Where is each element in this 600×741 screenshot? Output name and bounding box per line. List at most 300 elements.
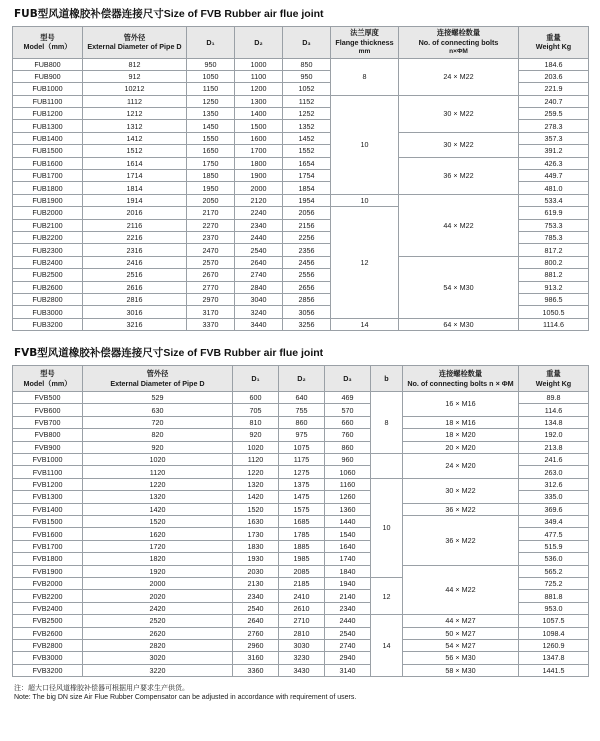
cell-d2: 3440 bbox=[235, 318, 283, 330]
cell-weight: 565.2 bbox=[519, 565, 589, 577]
fub-th-d1: D₁ bbox=[187, 27, 235, 59]
cell-d1: 1320 bbox=[233, 478, 279, 490]
cell-d1: 1050 bbox=[187, 70, 235, 82]
cell-d1: 705 bbox=[233, 404, 279, 416]
cell-d3: 2056 bbox=[283, 207, 331, 219]
cell-outer-diameter: 720 bbox=[83, 416, 233, 428]
cell-flange-thickness: 10 bbox=[331, 95, 399, 194]
cell-d1: 810 bbox=[233, 416, 279, 428]
cell-d2: 1800 bbox=[235, 157, 283, 169]
cell-d2: 1300 bbox=[235, 95, 283, 107]
table-row bbox=[13, 454, 589, 466]
cell-d2: 2120 bbox=[235, 194, 283, 206]
cell-flange-thickness: 10 bbox=[331, 194, 399, 206]
cell-d1: 1520 bbox=[233, 503, 279, 515]
cell-model: FVB1700 bbox=[13, 540, 83, 552]
cell-outer-diameter: 1920 bbox=[83, 565, 233, 577]
cell-d3: 2540 bbox=[325, 627, 371, 639]
cell-weight: 913.2 bbox=[519, 281, 589, 293]
fub-th-outer-diameter: 管外径 External Diameter of Pipe D bbox=[83, 27, 187, 59]
cell-weight: 619.9 bbox=[519, 207, 589, 219]
cell-d2: 1375 bbox=[279, 478, 325, 490]
cell-outer-diameter: 920 bbox=[83, 441, 233, 453]
cell-model: FUB1800 bbox=[13, 182, 83, 194]
cell-model: FUB1700 bbox=[13, 170, 83, 182]
cell-d1: 2570 bbox=[187, 256, 235, 268]
cell-outer-diameter: 1520 bbox=[83, 516, 233, 528]
fub-header-row bbox=[13, 27, 589, 59]
cell-bolts: 58 × M30 bbox=[403, 664, 519, 676]
cell-d1: 2970 bbox=[187, 293, 235, 305]
table-row bbox=[13, 565, 589, 577]
cell-outer-diameter: 912 bbox=[83, 70, 187, 82]
fvb-th-model: 型号 Model（mm） bbox=[13, 366, 83, 392]
cell-d2: 2540 bbox=[235, 244, 283, 256]
cell-model: FVB2200 bbox=[13, 590, 83, 602]
cell-bolts: 36 × M22 bbox=[399, 157, 519, 194]
table-row bbox=[13, 157, 589, 169]
cell-d2: 2240 bbox=[235, 207, 283, 219]
cell-weight: 263.0 bbox=[519, 466, 589, 478]
table-row bbox=[13, 652, 589, 664]
cell-outer-diameter: 2316 bbox=[83, 244, 187, 256]
cell-outer-diameter: 1212 bbox=[83, 108, 187, 120]
cell-d2: 2740 bbox=[235, 269, 283, 281]
cell-d3: 1252 bbox=[283, 108, 331, 120]
cell-d1: 1930 bbox=[233, 553, 279, 565]
fub-th-model: 型号 Model（mm） bbox=[13, 27, 83, 59]
cell-d2: 1200 bbox=[235, 83, 283, 95]
cell-d3: 2440 bbox=[325, 615, 371, 627]
cell-weight: 426.3 bbox=[519, 157, 589, 169]
cell-weight: 533.4 bbox=[519, 194, 589, 206]
cell-d3: 860 bbox=[325, 441, 371, 453]
cell-d2: 1900 bbox=[235, 170, 283, 182]
cell-weight: 1114.6 bbox=[519, 318, 589, 330]
cell-d1: 1630 bbox=[233, 516, 279, 528]
cell-weight: 241.6 bbox=[519, 454, 589, 466]
cell-d2: 860 bbox=[279, 416, 325, 428]
cell-outer-diameter: 1320 bbox=[83, 491, 233, 503]
cell-d2: 2000 bbox=[235, 182, 283, 194]
cell-b: 8 bbox=[371, 392, 403, 454]
cell-d2: 2610 bbox=[279, 602, 325, 614]
cell-d1: 2030 bbox=[233, 565, 279, 577]
cell-d1: 3160 bbox=[233, 652, 279, 664]
cell-outer-diameter: 2020 bbox=[83, 590, 233, 602]
cell-weight: 134.8 bbox=[519, 416, 589, 428]
fub-th-d2: D₂ bbox=[235, 27, 283, 59]
cell-model: FVB1000 bbox=[13, 454, 83, 466]
cell-model: FVB1300 bbox=[13, 491, 83, 503]
cell-weight: 259.5 bbox=[519, 108, 589, 120]
cell-outer-diameter: 1814 bbox=[83, 182, 187, 194]
cell-d1: 1350 bbox=[187, 108, 235, 120]
cell-d1: 950 bbox=[187, 58, 235, 70]
cell-d3: 950 bbox=[283, 70, 331, 82]
cell-bolts: 30 × M22 bbox=[399, 95, 519, 132]
cell-weight: 785.3 bbox=[519, 231, 589, 243]
cell-d2: 2185 bbox=[279, 577, 325, 589]
cell-model: FUB1000 bbox=[13, 83, 83, 95]
cell-d1: 2340 bbox=[233, 590, 279, 602]
cell-outer-diameter: 1914 bbox=[83, 194, 187, 206]
cell-d2: 2640 bbox=[235, 256, 283, 268]
cell-b bbox=[371, 454, 403, 479]
cell-model: FVB600 bbox=[13, 404, 83, 416]
cell-d3: 1854 bbox=[283, 182, 331, 194]
cell-d1: 1150 bbox=[187, 83, 235, 95]
cell-model: FVB1400 bbox=[13, 503, 83, 515]
cell-d1: 2370 bbox=[187, 231, 235, 243]
cell-weight: 881.8 bbox=[519, 590, 589, 602]
cell-d1: 2130 bbox=[233, 577, 279, 589]
cell-d2: 2810 bbox=[279, 627, 325, 639]
table-row bbox=[13, 132, 589, 144]
cell-outer-diameter: 1512 bbox=[83, 145, 187, 157]
fvb-th-d1: D₁ bbox=[233, 366, 279, 392]
cell-weight: 192.0 bbox=[519, 429, 589, 441]
cell-d3: 2556 bbox=[283, 269, 331, 281]
cell-d2: 1700 bbox=[235, 145, 283, 157]
cell-outer-diameter: 1120 bbox=[83, 466, 233, 478]
cell-outer-diameter: 2620 bbox=[83, 627, 233, 639]
cell-d2: 1475 bbox=[279, 491, 325, 503]
cell-d2: 1000 bbox=[235, 58, 283, 70]
cell-weight: 114.6 bbox=[519, 404, 589, 416]
footnote-cn: 注：超大口径风道橡胶补偿器可根据用户要求生产供货。 bbox=[14, 684, 189, 693]
cell-d1: 1730 bbox=[233, 528, 279, 540]
cell-d1: 3370 bbox=[187, 318, 235, 330]
cell-weight: 1441.5 bbox=[519, 664, 589, 676]
cell-d2: 1175 bbox=[279, 454, 325, 466]
cell-outer-diameter: 2616 bbox=[83, 281, 187, 293]
cell-model: FVB3000 bbox=[13, 652, 83, 664]
cell-model: FVB2400 bbox=[13, 602, 83, 614]
cell-model: FUB2500 bbox=[13, 269, 83, 281]
table-row bbox=[13, 416, 589, 428]
cell-d2: 1500 bbox=[235, 120, 283, 132]
table-row bbox=[13, 664, 589, 676]
cell-d1: 2640 bbox=[233, 615, 279, 627]
cell-d1: 1650 bbox=[187, 145, 235, 157]
cell-bolts: 44 × M27 bbox=[403, 615, 519, 627]
cell-bolts: 24 × M22 bbox=[399, 58, 519, 95]
cell-d2: 2710 bbox=[279, 615, 325, 627]
cell-outer-diameter: 1020 bbox=[83, 454, 233, 466]
cell-bolts: 64 × M30 bbox=[399, 318, 519, 330]
cell-model: FVB1200 bbox=[13, 478, 83, 490]
cell-d1: 600 bbox=[233, 392, 279, 404]
cell-outer-diameter: 1420 bbox=[83, 503, 233, 515]
cell-d2: 2410 bbox=[279, 590, 325, 602]
cell-weight: 1098.4 bbox=[519, 627, 589, 639]
cell-model: FVB1100 bbox=[13, 466, 83, 478]
cell-d3: 2656 bbox=[283, 281, 331, 293]
cell-weight: 1260.9 bbox=[519, 639, 589, 651]
cell-weight: 449.7 bbox=[519, 170, 589, 182]
cell-d2: 1075 bbox=[279, 441, 325, 453]
cell-model: FUB1200 bbox=[13, 108, 83, 120]
cell-d3: 1740 bbox=[325, 553, 371, 565]
cell-weight: 391.2 bbox=[519, 145, 589, 157]
fub-th-d3: D₃ bbox=[283, 27, 331, 59]
cell-d3: 1152 bbox=[283, 95, 331, 107]
fvb-th-b: b bbox=[371, 366, 403, 392]
fvb-th-bolts: 连接螺栓数量 No. of connecting bolts n × ΦM bbox=[403, 366, 519, 392]
cell-model: FVB700 bbox=[13, 416, 83, 428]
cell-model: FVB800 bbox=[13, 429, 83, 441]
cell-outer-diameter: 1720 bbox=[83, 540, 233, 552]
cell-d2: 1575 bbox=[279, 503, 325, 515]
cell-weight: 213.8 bbox=[519, 441, 589, 453]
cell-weight: 536.0 bbox=[519, 553, 589, 565]
cell-weight: 477.5 bbox=[519, 528, 589, 540]
cell-weight: 1347.8 bbox=[519, 652, 589, 664]
cell-model: FUB1600 bbox=[13, 157, 83, 169]
cell-bolts: 50 × M27 bbox=[403, 627, 519, 639]
cell-model: FUB3000 bbox=[13, 306, 83, 318]
cell-outer-diameter: 1620 bbox=[83, 528, 233, 540]
cell-b: 14 bbox=[371, 615, 403, 677]
cell-d2: 2840 bbox=[235, 281, 283, 293]
cell-d3: 2256 bbox=[283, 231, 331, 243]
cell-d1: 2670 bbox=[187, 269, 235, 281]
section-title-fvb-en: Size of FVB Rubber air flue joint bbox=[163, 347, 324, 360]
cell-d1: 2540 bbox=[233, 602, 279, 614]
cell-d1: 2760 bbox=[233, 627, 279, 639]
table-row bbox=[13, 95, 589, 107]
cell-outer-diameter: 1614 bbox=[83, 157, 187, 169]
cell-weight: 278.3 bbox=[519, 120, 589, 132]
cell-outer-diameter: 2216 bbox=[83, 231, 187, 243]
cell-d1: 1120 bbox=[233, 454, 279, 466]
cell-d3: 1060 bbox=[325, 466, 371, 478]
cell-model: FUB1100 bbox=[13, 95, 83, 107]
cell-outer-diameter: 630 bbox=[83, 404, 233, 416]
cell-d2: 2085 bbox=[279, 565, 325, 577]
cell-d3: 1552 bbox=[283, 145, 331, 157]
table-row bbox=[13, 478, 589, 490]
cell-outer-diameter: 2000 bbox=[83, 577, 233, 589]
cell-bolts: 16 × M16 bbox=[403, 392, 519, 417]
cell-model: FVB1900 bbox=[13, 565, 83, 577]
cell-bolts: 56 × M30 bbox=[403, 652, 519, 664]
table-row bbox=[13, 615, 589, 627]
cell-d1: 2770 bbox=[187, 281, 235, 293]
table-row bbox=[13, 639, 589, 651]
fvb-table-body bbox=[13, 392, 589, 677]
cell-bolts: 30 × M22 bbox=[399, 132, 519, 157]
cell-weight: 184.6 bbox=[519, 58, 589, 70]
cell-weight: 515.9 bbox=[519, 540, 589, 552]
cell-d1: 2170 bbox=[187, 207, 235, 219]
fvb-spec-table bbox=[12, 365, 589, 677]
cell-d3: 570 bbox=[325, 404, 371, 416]
cell-d1: 2050 bbox=[187, 194, 235, 206]
cell-d3: 2140 bbox=[325, 590, 371, 602]
cell-d2: 3230 bbox=[279, 652, 325, 664]
cell-d2: 1685 bbox=[279, 516, 325, 528]
cell-bolts: 18 × M20 bbox=[403, 429, 519, 441]
cell-d3: 2740 bbox=[325, 639, 371, 651]
cell-d3: 1954 bbox=[283, 194, 331, 206]
cell-d3: 469 bbox=[325, 392, 371, 404]
cell-outer-diameter: 3016 bbox=[83, 306, 187, 318]
cell-weight: 817.2 bbox=[519, 244, 589, 256]
cell-d1: 2960 bbox=[233, 639, 279, 651]
cell-d3: 2940 bbox=[325, 652, 371, 664]
table-row bbox=[13, 318, 589, 330]
cell-d2: 2440 bbox=[235, 231, 283, 243]
cell-weight: 753.3 bbox=[519, 219, 589, 231]
cell-d3: 1452 bbox=[283, 132, 331, 144]
cell-d2: 3430 bbox=[279, 664, 325, 676]
cell-d1: 3360 bbox=[233, 664, 279, 676]
cell-bolts: 20 × M20 bbox=[403, 441, 519, 453]
cell-model: FUB2600 bbox=[13, 281, 83, 293]
cell-d3: 1754 bbox=[283, 170, 331, 182]
cell-model: FVB1600 bbox=[13, 528, 83, 540]
cell-d1: 1450 bbox=[187, 120, 235, 132]
footnote bbox=[14, 683, 588, 703]
cell-d1: 1420 bbox=[233, 491, 279, 503]
cell-model: FUB2200 bbox=[13, 231, 83, 243]
cell-d2: 1985 bbox=[279, 553, 325, 565]
fub-table-body bbox=[13, 58, 589, 331]
section-gap bbox=[12, 331, 588, 345]
table-row bbox=[13, 503, 589, 515]
cell-d1: 2470 bbox=[187, 244, 235, 256]
cell-weight: 481.0 bbox=[519, 182, 589, 194]
fub-th-bolts: 连接螺栓数量 No. of connecting bolts n×ΦM bbox=[399, 27, 519, 59]
cell-d2: 755 bbox=[279, 404, 325, 416]
cell-outer-diameter: 1220 bbox=[83, 478, 233, 490]
cell-weight: 312.6 bbox=[519, 478, 589, 490]
cell-d3: 2456 bbox=[283, 256, 331, 268]
cell-model: FVB2500 bbox=[13, 615, 83, 627]
cell-outer-diameter: 812 bbox=[83, 58, 187, 70]
cell-bolts: 30 × M22 bbox=[403, 478, 519, 503]
cell-d1: 1020 bbox=[233, 441, 279, 453]
cell-outer-diameter: 2016 bbox=[83, 207, 187, 219]
table-row bbox=[13, 194, 589, 206]
cell-d1: 1830 bbox=[233, 540, 279, 552]
cell-d1: 1950 bbox=[187, 182, 235, 194]
fvb-th-d3: D₃ bbox=[325, 366, 371, 392]
table-row bbox=[13, 256, 589, 268]
fub-th-weight: 重量 Weight Kg bbox=[519, 27, 589, 59]
cell-outer-diameter: 1714 bbox=[83, 170, 187, 182]
cell-d3: 660 bbox=[325, 416, 371, 428]
cell-outer-diameter: 2420 bbox=[83, 602, 233, 614]
cell-d3: 1640 bbox=[325, 540, 371, 552]
cell-d2: 1275 bbox=[279, 466, 325, 478]
cell-d2: 3240 bbox=[235, 306, 283, 318]
cell-model: FUB3200 bbox=[13, 318, 83, 330]
cell-d2: 1785 bbox=[279, 528, 325, 540]
cell-outer-diameter: 2116 bbox=[83, 219, 187, 231]
cell-d3: 1360 bbox=[325, 503, 371, 515]
table-row bbox=[13, 516, 589, 528]
cell-outer-diameter: 529 bbox=[83, 392, 233, 404]
cell-model: FVB1500 bbox=[13, 516, 83, 528]
cell-bolts: 44 × M22 bbox=[403, 565, 519, 615]
cell-weight: 89.8 bbox=[519, 392, 589, 404]
cell-d1: 3170 bbox=[187, 306, 235, 318]
cell-d3: 760 bbox=[325, 429, 371, 441]
cell-weight: 1050.5 bbox=[519, 306, 589, 318]
cell-model: FUB1300 bbox=[13, 120, 83, 132]
cell-outer-diameter: 2520 bbox=[83, 615, 233, 627]
cell-d3: 1540 bbox=[325, 528, 371, 540]
cell-outer-diameter: 1412 bbox=[83, 132, 187, 144]
cell-bolts: 54 × M27 bbox=[403, 639, 519, 651]
cell-weight: 369.6 bbox=[519, 503, 589, 515]
cell-weight: 203.6 bbox=[519, 70, 589, 82]
cell-d3: 850 bbox=[283, 58, 331, 70]
cell-weight: 349.4 bbox=[519, 516, 589, 528]
cell-bolts: 24 × M20 bbox=[403, 454, 519, 479]
cell-model: FUB800 bbox=[13, 58, 83, 70]
cell-weight: 953.0 bbox=[519, 602, 589, 614]
cell-outer-diameter: 1312 bbox=[83, 120, 187, 132]
cell-model: FUB2000 bbox=[13, 207, 83, 219]
fvb-th-d2: D₂ bbox=[279, 366, 325, 392]
cell-d1: 1750 bbox=[187, 157, 235, 169]
cell-flange-thickness: 12 bbox=[331, 207, 399, 319]
cell-d2: 1885 bbox=[279, 540, 325, 552]
cell-outer-diameter: 1112 bbox=[83, 95, 187, 107]
cell-d1: 920 bbox=[233, 429, 279, 441]
cell-weight: 240.7 bbox=[519, 95, 589, 107]
cell-d3: 1260 bbox=[325, 491, 371, 503]
cell-flange-thickness: 14 bbox=[331, 318, 399, 330]
cell-outer-diameter: 2416 bbox=[83, 256, 187, 268]
cell-bolts: 54 × M30 bbox=[399, 256, 519, 318]
cell-d3: 2356 bbox=[283, 244, 331, 256]
cell-outer-diameter: 820 bbox=[83, 429, 233, 441]
cell-model: FUB1500 bbox=[13, 145, 83, 157]
cell-outer-diameter: 2516 bbox=[83, 269, 187, 281]
cell-weight: 335.0 bbox=[519, 491, 589, 503]
cell-bolts: 36 × M22 bbox=[403, 516, 519, 566]
footnote-en: Note: The big DN size Air Flue Rubber Compensator can be adjusted in accordance with requirement of users. bbox=[14, 694, 357, 702]
section-title-fub-en: Size of FVB Rubber air flue joint bbox=[163, 8, 324, 20]
cell-flange-thickness: 8 bbox=[331, 58, 399, 95]
table-row bbox=[13, 392, 589, 404]
cell-d2: 1400 bbox=[235, 108, 283, 120]
cell-d3: 1440 bbox=[325, 516, 371, 528]
cell-model: FUB1400 bbox=[13, 132, 83, 144]
cell-outer-diameter: 2820 bbox=[83, 639, 233, 651]
cell-weight: 725.2 bbox=[519, 577, 589, 589]
fvb-th-outer-diameter: 管外径 External Diameter of Pipe D bbox=[83, 366, 233, 392]
cell-d3: 960 bbox=[325, 454, 371, 466]
fvb-th-weight: 重量 Weight Kg bbox=[519, 366, 589, 392]
table-row bbox=[13, 627, 589, 639]
table-row bbox=[13, 441, 589, 453]
cell-weight: 221.9 bbox=[519, 83, 589, 95]
cell-model: FVB3200 bbox=[13, 664, 83, 676]
cell-d2: 1600 bbox=[235, 132, 283, 144]
cell-outer-diameter: 3020 bbox=[83, 652, 233, 664]
cell-b: 10 bbox=[371, 478, 403, 577]
cell-d3: 3056 bbox=[283, 306, 331, 318]
cell-model: FUB2400 bbox=[13, 256, 83, 268]
cell-model: FVB2800 bbox=[13, 639, 83, 651]
cell-outer-diameter: 3220 bbox=[83, 664, 233, 676]
